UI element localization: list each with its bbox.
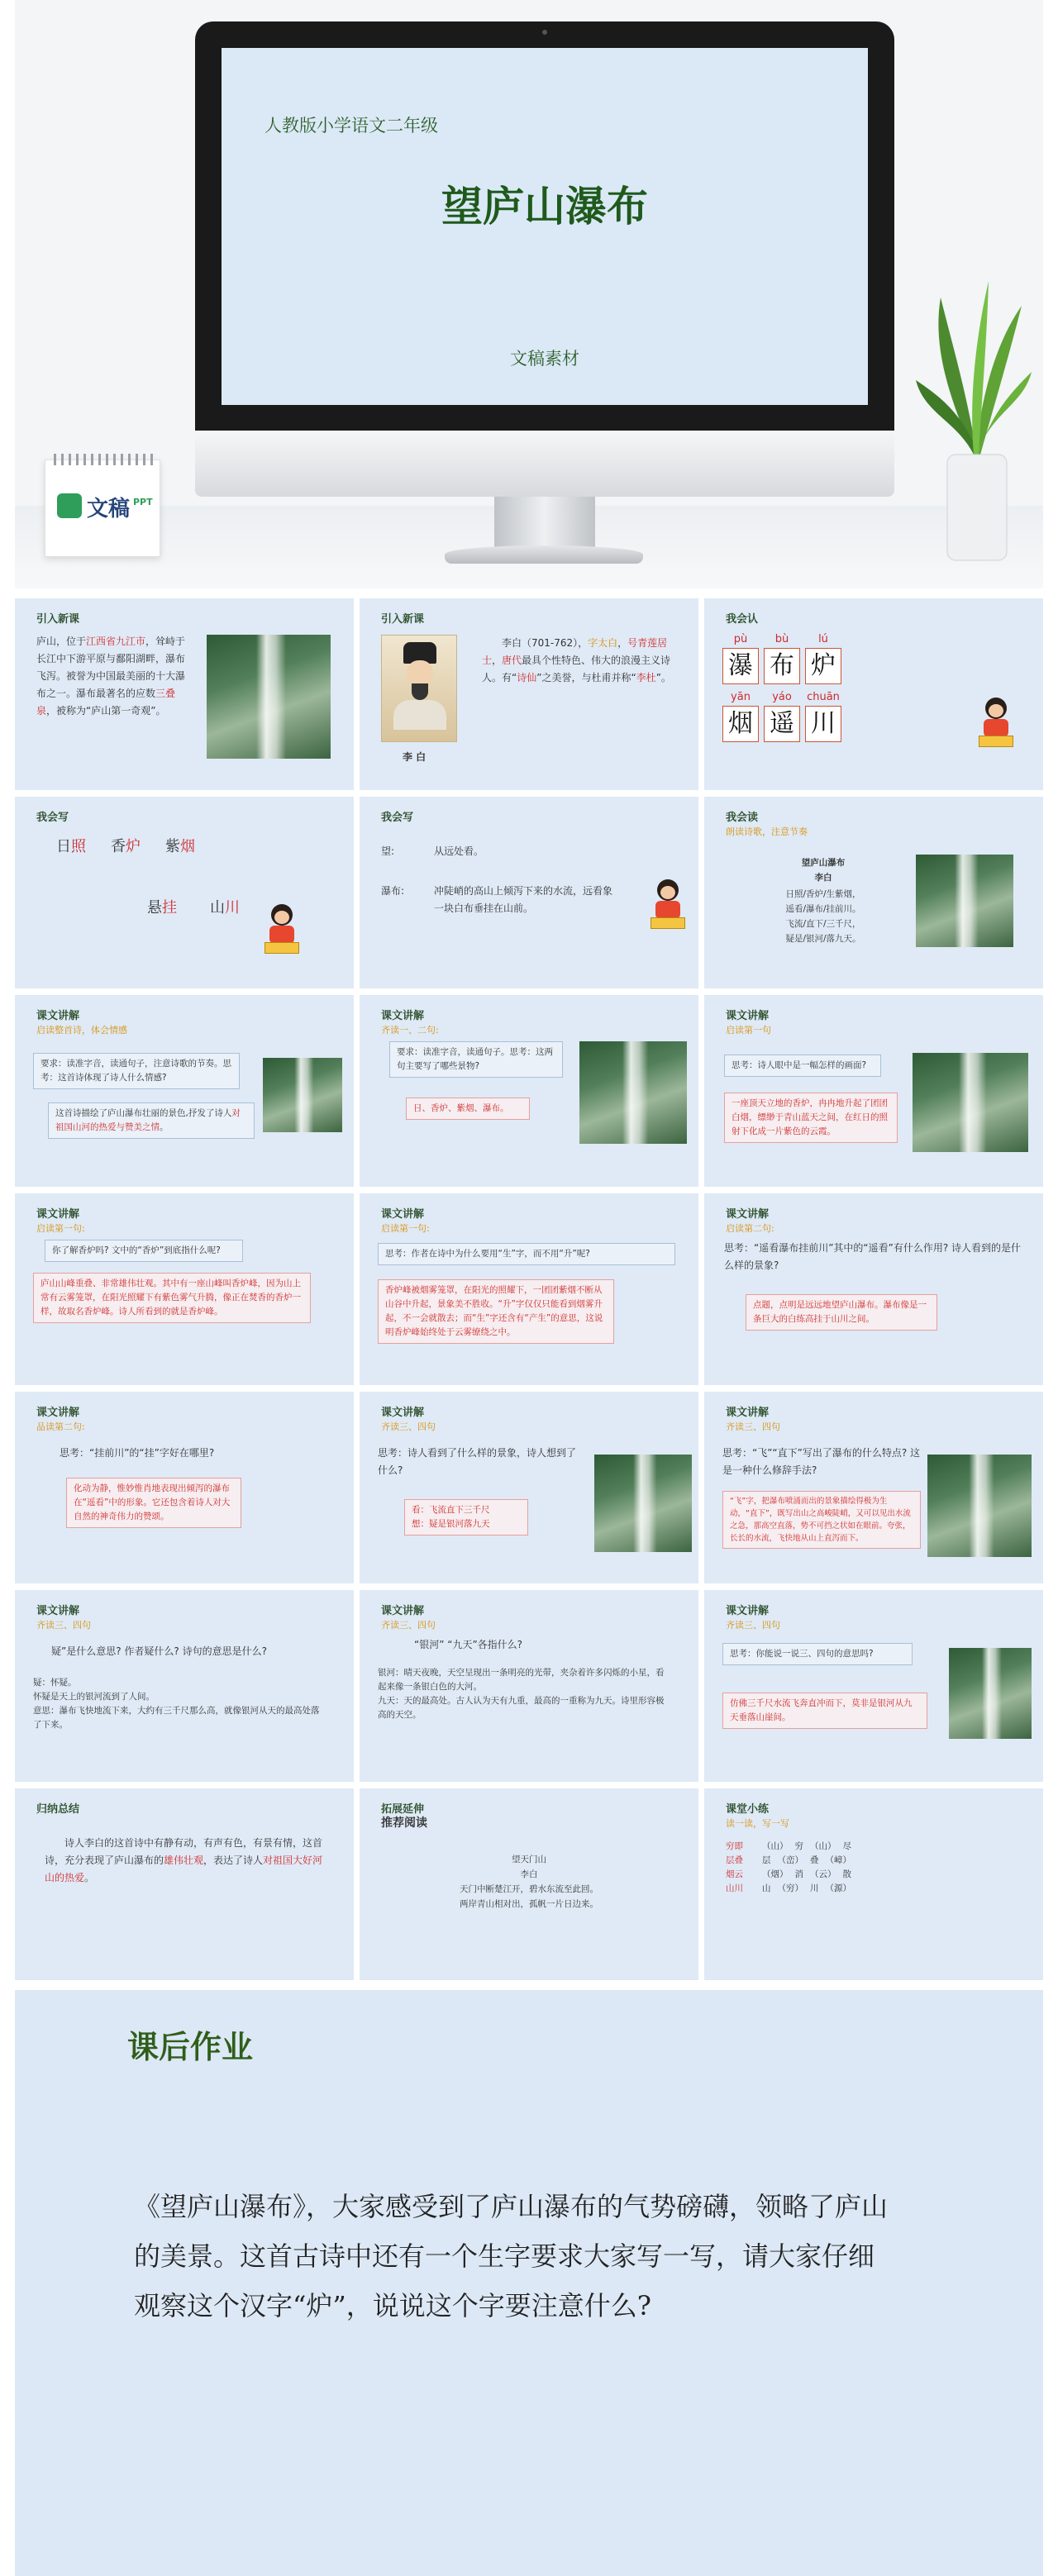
practice-cell: （嶂） <box>825 1855 851 1865</box>
pinyin: lú <box>818 633 828 645</box>
slide-lesson-sheng <box>360 1193 698 1385</box>
cover-slide <box>15 0 1043 588</box>
slide-extension <box>360 1788 698 1980</box>
practice-cell: （源） <box>825 1883 851 1893</box>
slide-heading: 课文讲解 <box>726 1208 770 1221</box>
pinyin: bù <box>774 633 789 645</box>
word-part: 悬 <box>147 899 162 917</box>
slide-heading: 课文讲解 <box>381 1407 425 1419</box>
char-row-1 <box>722 633 841 684</box>
practice-row <box>726 1868 908 1882</box>
slide-subheading: 读一读，写一写 <box>726 1818 789 1829</box>
text-run: ，被称为“庐山第一奇观”。 <box>46 705 166 717</box>
slide-lesson-see-think <box>360 1392 698 1583</box>
practice-cell: 山 <box>762 1883 771 1893</box>
pinyin: yān <box>731 691 751 703</box>
slide-subheading: 齐读三、四句 <box>36 1620 91 1631</box>
homework-text: 《望庐山瀑布》，大家感受到了庐山瀑布的气势磅礴，领略了庐山的美景。这首古诗中还有一个生字要求大家写一写，请大家仔细观察这个汉字“炉”，说说这个字要注意什么? <box>134 2191 889 2321</box>
word-new-char: 挂 <box>162 899 177 917</box>
question-box: 你了解香炉吗? 文中的“香炉”到底指什么呢? <box>45 1240 243 1262</box>
word-item <box>210 899 240 917</box>
char-cell <box>722 691 759 742</box>
question-box: 思考：诗人眼中是一幅怎样的画面? <box>724 1055 881 1077</box>
practice-cell: 层 <box>762 1855 771 1865</box>
answer-box <box>404 1499 528 1536</box>
waterfall-image <box>949 1648 1032 1739</box>
highlight-text: 江西省九江市 <box>86 636 146 647</box>
slide-intro-lushan <box>15 598 354 790</box>
poem-author: 李白 <box>814 873 832 883</box>
answer-block <box>378 1666 667 1722</box>
text-run: 这首诗描绘了庐山瀑布壮丽的景色,抒发了诗人 <box>55 1108 232 1118</box>
waterfall-image <box>916 855 1013 947</box>
slide-body <box>482 635 682 687</box>
question-box: 要求：读准字音，读通句子。思考：这两句主要写了哪些景物? <box>389 1041 563 1078</box>
word-new-char: 照 <box>71 838 86 855</box>
li-bai-portrait <box>381 635 457 742</box>
text-run: 。 <box>84 1872 95 1883</box>
practice-row <box>726 1854 908 1868</box>
text-run: ”。 <box>655 672 671 683</box>
slide-body <box>36 633 193 720</box>
slide-subheading: 启读整首诗，体会情感 <box>36 1025 127 1036</box>
word-new-char: 炉 <box>126 838 141 855</box>
answer-block <box>33 1676 322 1732</box>
char-cell <box>764 691 800 742</box>
homework-title: 课后作业 <box>127 2028 254 2065</box>
slide-heading: 引入新课 <box>381 613 425 626</box>
calendar-rings <box>54 454 153 465</box>
answer-box: 点题，点明是远远地望庐山瀑布。瀑布像是一条巨大的白练高挂于山川之间。 <box>746 1294 937 1331</box>
highlight-text: 号青莲居士 <box>482 637 668 666</box>
slide-write-words <box>15 797 354 988</box>
reading-kid-icon <box>977 698 1015 749</box>
slide-subheading: 朗读诗歌，注意节奏 <box>726 826 808 837</box>
highlight-text: 李杜 <box>636 672 656 683</box>
slide-heading: 课堂小练 <box>726 1803 770 1816</box>
waterfall-image <box>579 1041 687 1144</box>
slide-subheading: 齐读三、四句 <box>381 1421 436 1432</box>
slide-subheading: 齐读三、四句 <box>726 1421 780 1432</box>
highlight-text: 对祖国大好河山的热爱 <box>45 1855 323 1883</box>
homework-slide <box>15 1990 1043 2576</box>
slide-lesson-line-two <box>704 1193 1043 1385</box>
poem-line: 遥看/瀑布/挂前川。 <box>785 904 861 914</box>
logo-text: 文稿 <box>87 497 131 521</box>
slide-subheading: 品读第二句: <box>36 1421 85 1432</box>
slide-lesson-line-one <box>704 995 1043 1187</box>
slide-heading: 我会认 <box>726 613 759 626</box>
waterfall-image <box>207 635 331 759</box>
hanzi: 川 <box>805 706 841 742</box>
monitor-base <box>445 545 643 564</box>
pinyin: chuān <box>807 691 840 703</box>
hanzi: 瀑 <box>722 648 759 684</box>
practice-cell: 叠 <box>810 1855 819 1865</box>
slide-subheading: 齐读三、四句 <box>726 1620 780 1631</box>
word-part: 山 <box>210 899 225 917</box>
text-run: ，表达了诗人 <box>203 1855 264 1866</box>
highlight-text: 字太白 <box>588 637 618 649</box>
word-item <box>56 838 86 855</box>
answer-box: 香炉峰被烟雾笼罩，在阳光的照耀下，一团团紫烟不断从山谷中升起，景象美不胜收。“升”字仅仅只能看到烟雾升起，不一会就散去；而“生”字还含有“产生”的意思，这说明香炉峰始终处于云雾缭绕之中。 <box>378 1279 614 1344</box>
hanzi: 遥 <box>764 706 800 742</box>
answer-box <box>48 1102 255 1139</box>
waterfall-image <box>263 1058 342 1132</box>
answer-line: 九天：天的最高处。古人认为天有九重，最高的一重称为九天。诗里形容极高的天空。 <box>378 1696 665 1720</box>
waterfall-image <box>594 1455 692 1552</box>
summary-text <box>45 1835 326 1887</box>
highlight-text: 雄伟壮观 <box>164 1855 204 1866</box>
page-title: 望庐山瀑布 <box>441 182 648 231</box>
answer-box: 仿佛三千尺水流飞奔直冲而下，莫非是银河从九天垂落山崖间。 <box>722 1693 927 1729</box>
highlight-text: 对祖国山河的热爱与赞美之情 <box>55 1108 241 1132</box>
portrait-caption: 李 白 <box>403 751 427 763</box>
monitor-chin <box>195 431 894 497</box>
poem-line: 两岸青山相对出，孤帆一片日边来。 <box>460 1899 598 1909</box>
highlight-text: 三叠泉 <box>36 688 176 717</box>
monitor-screen <box>222 48 868 405</box>
answer-box: 庐山山峰重叠、非常雄伟壮观。其中有一座山峰叫香炉峰，因为山上常有云雾笼罩，在阳光照耀下有紫色雾气升腾，像正在焚香的香炉一样，故取名香炉峰。诗人所看到的就是香炉峰。 <box>33 1273 311 1323</box>
slide-heading: 课文讲解 <box>726 1605 770 1617</box>
poem-title: 望庐山瀑布 <box>801 858 846 868</box>
text-run: 诗人李白的这首诗中有静有动，有声有色，有景有情，这首诗，充分表现了庐山瀑布的 <box>45 1837 323 1866</box>
question-box: 思考：你能说一说三、四句的意思吗? <box>722 1643 913 1665</box>
answer-line: 意思：瀑布飞快地流下来，大约有三千尺那么高，就像银河从天的最高处落了下来。 <box>33 1706 320 1730</box>
portrait-robe <box>393 700 446 730</box>
desk-calendar <box>45 459 160 557</box>
practice-cell: （山） <box>810 1841 836 1851</box>
practice-cell: 消 <box>794 1869 803 1879</box>
slide-lesson-censer <box>15 1193 354 1385</box>
question-text: 思考：“遥看瀑布挂前川”其中的“遥看”有什么作用? 诗人看到的是什么样的景象? <box>724 1242 1022 1271</box>
word-new-char: 烟 <box>180 838 195 855</box>
slide-lesson-emotion <box>15 995 354 1187</box>
char-cell <box>805 633 841 684</box>
slide-subheading: 启读第一句: <box>381 1223 430 1234</box>
poem-line: 疑是/银河/落九天。 <box>785 934 861 944</box>
slide-lesson-fly <box>704 1392 1043 1583</box>
practice-table <box>726 1840 908 1896</box>
practice-cell: （烟） <box>762 1869 789 1879</box>
question-text: 疑”是什么意思? 作者疑什么? 诗句的意思是什么? <box>51 1645 267 1657</box>
slide-heading: 课文讲解 <box>36 1208 80 1221</box>
slide-subheading: 启读第二句: <box>726 1223 774 1234</box>
word-item <box>111 838 141 855</box>
answer-box: 日、香炉、紫烟、瀑布。 <box>406 1098 530 1120</box>
logo-icon <box>57 493 82 518</box>
highlight-text: 诗仙 <box>517 672 537 683</box>
question-text: 思考：“挂前川”的“挂”字好在哪里? <box>60 1447 215 1459</box>
potted-plant-icon <box>916 248 1032 562</box>
answer-box: 化动为静，惟妙惟肖地表现出倾泻的瀑布在“遥看”中的形象。它还包含着诗人对大自然的神奇伟力的赞颂。 <box>66 1478 241 1528</box>
slide-read-poem <box>704 797 1043 988</box>
slide-heading: 引入新课 <box>36 613 80 626</box>
slide-heading: 课文讲解 <box>381 1010 425 1022</box>
reading-kid-icon <box>263 904 301 955</box>
text-run: 李白（701-762）， <box>502 637 589 649</box>
text-run: ，耸峙于长江中下游平原与鄱阳湖畔，瀑布飞泻。被誉为中国最美丽的十大瀑布之一。瀑布最著名的应数 <box>36 636 186 699</box>
highlight-text: 唐代 <box>502 655 522 666</box>
slide-heading: 课文讲解 <box>381 1605 425 1617</box>
slide-heading: 课文讲解 <box>381 1208 425 1221</box>
slide-heading: 拓展延伸 <box>381 1803 425 1816</box>
slide-lesson-galaxy <box>360 1590 698 1782</box>
slide-subheading: 齐读一、二句: <box>381 1025 439 1036</box>
slide-intro-libai <box>360 598 698 790</box>
word-part: 香 <box>111 838 126 855</box>
practice-cell: （峦） <box>777 1855 803 1865</box>
question-box: 要求：读准字音，读通句子，注意诗歌的节奏。思考：这首诗体现了诗人什么情感? <box>33 1053 240 1089</box>
practice-cell: 川 <box>810 1883 819 1893</box>
hanzi: 烟 <box>722 706 759 742</box>
poem-line: 天门中断楚江开，碧水东流至此回。 <box>460 1884 598 1894</box>
slide-heading: 课文讲解 <box>36 1605 80 1617</box>
webcam-icon <box>542 30 547 35</box>
char-cell <box>764 633 800 684</box>
word-item <box>147 899 177 917</box>
waterfall-image <box>913 1053 1028 1152</box>
word-part: 日 <box>56 838 71 855</box>
answer-line: 想：疑是银河落九天 <box>412 1519 490 1529</box>
waterfall-image <box>927 1455 1032 1557</box>
slide-subheading: 启读第一句 <box>726 1025 771 1036</box>
practice-row <box>726 1840 908 1854</box>
term-definition: 从远处看。 <box>434 845 484 857</box>
practice-word: 山川 <box>726 1883 743 1893</box>
text-run: ”之美誉，与杜甫并称“ <box>536 672 636 683</box>
answer-box: 一座顶天立地的香炉，冉冉地升起了团团白烟，缥缈于青山蓝天之间，在红日的照射下化成一片紫色的云霞。 <box>724 1093 898 1143</box>
term-definition: 冲陡峭的高山上倾泻下来的水流，远看象一块白布垂挂在山前。 <box>434 885 613 914</box>
slide-heading: 归纳总结 <box>36 1803 80 1816</box>
practice-word: 层叠 <box>726 1855 743 1865</box>
slide-subheading: 齐读三、四句 <box>381 1620 436 1631</box>
hanzi: 布 <box>764 648 800 684</box>
pinyin: yáo <box>772 691 792 703</box>
char-row-2 <box>722 691 841 742</box>
slide-heading: 课文讲解 <box>36 1010 80 1022</box>
poem-line: 日照/香炉/生紫烟， <box>785 889 861 899</box>
question-text: 思考：诗人看到了什么样的景象，诗人想到了什么? <box>378 1447 577 1476</box>
slide-lesson-gua <box>15 1392 354 1583</box>
practice-cell: （穷） <box>777 1883 803 1893</box>
practice-cell: 尽 <box>842 1841 851 1851</box>
slide-recognize-chars <box>704 598 1043 790</box>
practice-word: 烟云 <box>726 1869 743 1879</box>
portrait-beard <box>412 683 428 700</box>
slide-heading: 课文讲解 <box>726 1407 770 1419</box>
slide-heading: 课文讲解 <box>36 1407 80 1419</box>
slide-subheading: 推荐阅读 <box>381 1817 427 1830</box>
practice-word: 穷即 <box>726 1841 743 1851</box>
practice-cell: （山） <box>762 1841 789 1851</box>
word-part: 紫 <box>165 838 180 855</box>
pinyin: pù <box>733 633 748 645</box>
practice-cell: （云） <box>810 1869 836 1879</box>
poem-line: 飞流/直下/三千尺， <box>785 919 861 929</box>
answer-line: 看：飞流直下三千尺 <box>412 1505 490 1515</box>
cover-subtitle: 文稿素材 <box>510 349 579 369</box>
word-item <box>165 838 195 855</box>
answer-box: “飞”字，把瀑布喷涌而出的景象描绘得极为生动，“直下”，既写出山之高峻陡峭，又可以见出水流之急，那高空直落，势不可挡之状如在眼前。夸张，长长的水流，飞快地从山上直泻而下。 <box>722 1491 921 1549</box>
poem-title: 望天门山 <box>512 1855 546 1864</box>
char-cell <box>722 633 759 684</box>
slide-heading: 我会写 <box>381 812 414 824</box>
answer-line: 银河：晴天夜晚，天空呈现出一条明亮的光带，夹杂着许多闪烁的小星，看起来像一条银白色的大河。 <box>378 1668 665 1692</box>
slide-lesson-meaning <box>704 1590 1043 1782</box>
text-run: ， <box>492 655 503 666</box>
text-run: 最具个性特色、伟大的浪漫主义诗人。有“ <box>482 655 671 683</box>
term-label: 瀑布: <box>381 885 405 897</box>
monitor-stand <box>494 497 595 548</box>
slide-summary <box>15 1788 354 1980</box>
practice-cell: 穷 <box>794 1841 803 1851</box>
hanzi: 炉 <box>805 648 841 684</box>
word-new-char: 川 <box>225 899 240 917</box>
poem-author: 李白 <box>520 1869 538 1879</box>
char-cell <box>805 691 841 742</box>
slide-lesson-scenery <box>360 995 698 1187</box>
grade-label: 人教版小学语文二年级 <box>264 116 438 136</box>
monitor <box>195 21 894 431</box>
slide-practice <box>704 1788 1043 1980</box>
practice-cell: 散 <box>842 1869 851 1879</box>
answer-line: 疑：怀疑。 <box>33 1678 77 1688</box>
slide-word-meaning <box>360 797 698 988</box>
text-run: 庐山，位于 <box>36 636 87 647</box>
question-text: 思考：“飞”“直下”写出了瀑布的什么特点? 这是一种什么修辞手法? <box>722 1447 921 1476</box>
text-run: 。 <box>160 1122 169 1132</box>
question-text: “银河” “九天”各指什么? <box>414 1639 523 1650</box>
slide-heading: 我会读 <box>726 812 759 824</box>
logo-ppt: PPT <box>133 497 153 507</box>
text-run: ， <box>617 637 628 649</box>
slide-subheading: 启读第一句: <box>36 1223 85 1234</box>
answer-line: 怀疑是天上的银河流到了人间。 <box>33 1692 155 1702</box>
reading-kid-icon <box>649 879 687 931</box>
term-label: 望: <box>381 845 395 857</box>
question-box: 思考：作者在诗中为什么要用“生”字，而不用“升”呢? <box>378 1243 675 1265</box>
slide-heading: 课文讲解 <box>726 1010 770 1022</box>
slide-heading: 我会写 <box>36 812 69 824</box>
practice-row <box>726 1882 908 1896</box>
slide-lesson-yi <box>15 1590 354 1782</box>
